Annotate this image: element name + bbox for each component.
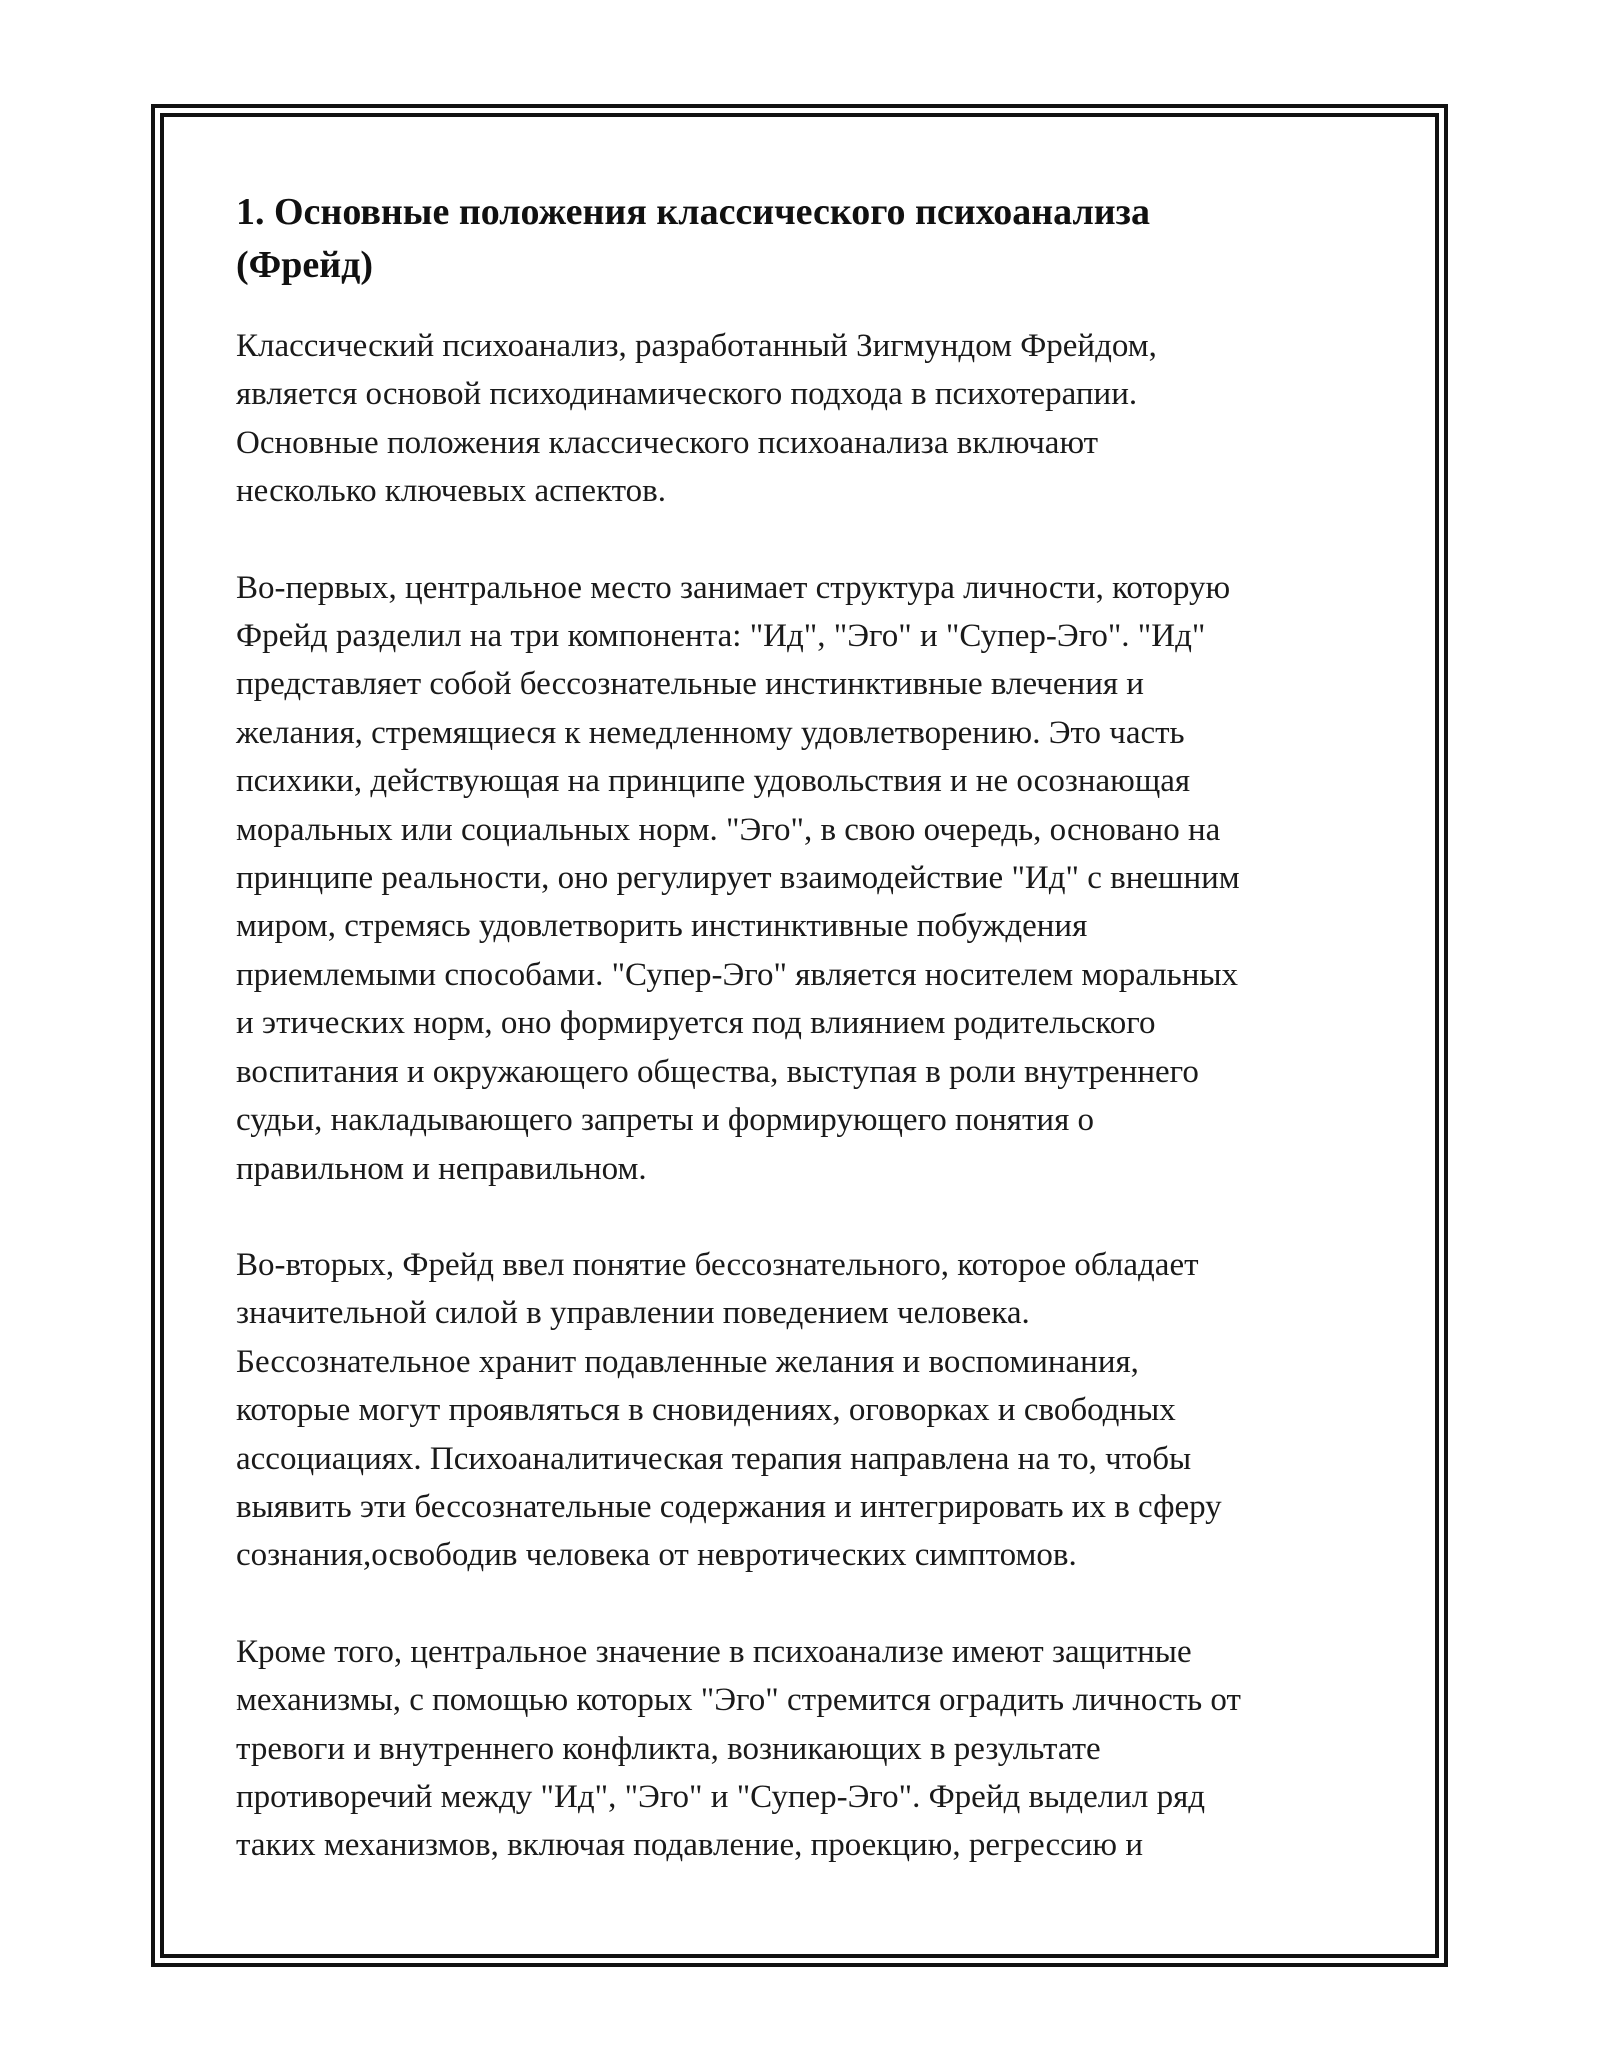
paragraph-unconscious bbox=[236, 1241, 1366, 1580]
text-line: Фрейд разделил на три компонента: "Ид", "Эго" и "Супер-Эго". "Ид" bbox=[236, 618, 1206, 655]
text-line: правильном и неправильном. bbox=[236, 1150, 647, 1187]
text-line: Основные положения классического психоанализа включают bbox=[236, 424, 1099, 461]
text-line: Во-первых, центральное место занимает структура личности, которую bbox=[236, 569, 1231, 606]
text-line: тревоги и внутреннего конфликта, возникающих в результате bbox=[236, 1730, 1101, 1767]
text-line: является основой психодинамического подхода в психотерапии. bbox=[236, 376, 1138, 413]
document-body bbox=[236, 186, 1366, 1918]
text-line: желания, стремящиеся к немедленному удовлетворению. Это часть bbox=[236, 714, 1185, 751]
text-line: судьи, накладывающего запреты и формирующего понятия о bbox=[236, 1102, 1094, 1139]
text-line: сознания,освободив человека от невротических симптомов. bbox=[236, 1537, 1077, 1574]
text-line: несколько ключевых аспектов. bbox=[236, 473, 666, 510]
text-line: приемлемыми способами. "Супер-Эго" является носителем моральных bbox=[236, 956, 1239, 993]
title-line: 1. Основные положения классического психоанализа bbox=[236, 191, 1150, 233]
paragraph-defense-mechanisms bbox=[236, 1628, 1366, 1870]
paragraph-intro bbox=[236, 322, 1366, 516]
text-line: Бессознательное хранит подавленные желания и воспоминания, bbox=[236, 1343, 1139, 1380]
text-line: Кроме того, центральное значение в психоанализе имеют защитные bbox=[236, 1633, 1192, 1670]
text-line: миром, стремясь удовлетворить инстинктивные побуждения bbox=[236, 908, 1088, 945]
text-line: Во-вторых, Фрейд ввел понятие бессознательного, которое обладает bbox=[236, 1246, 1199, 1283]
text-line: выявить эти бессознательные содержания и интегрировать их в сферу bbox=[236, 1488, 1222, 1525]
text-line: психики, действующая на принципе удовольствия и не осознающая bbox=[236, 763, 1191, 800]
text-line: представляет собой бессознательные инстинктивные влечения и bbox=[236, 666, 1144, 703]
text-line: противоречий между "Ид", "Эго" и "Супер-Эго". Фрейд выделил ряд bbox=[236, 1778, 1206, 1815]
paragraph-personality-structure bbox=[236, 564, 1366, 1193]
text-line: принципе реальности, оно регулирует взаимодействие "Ид" с внешним bbox=[236, 860, 1240, 897]
text-line: которые могут проявляться в сновидениях, оговорках и свободных bbox=[236, 1392, 1176, 1429]
text-line: и этических норм, оно формируется под влиянием родительского bbox=[236, 1005, 1156, 1042]
text-line: Классический психоанализ, разработанный Зигмундом Фрейдом, bbox=[236, 328, 1157, 364]
title-line: (Фрейд) bbox=[236, 244, 374, 286]
text-line: механизмы, с помощью которых "Эго" стремится оградить личность от bbox=[236, 1682, 1241, 1719]
text-line: воспитания и окружающего общества, выступая в роли внутреннего bbox=[236, 1053, 1199, 1090]
text-line: значительной силой в управлении поведением человека. bbox=[236, 1295, 1030, 1332]
text-line: ассоциациях. Психоаналитическая терапия направлена на то, чтобы bbox=[236, 1440, 1192, 1477]
text-line: моральных или социальных норм. "Эго", в свою очередь, основано на bbox=[236, 811, 1221, 848]
document-title bbox=[236, 186, 1366, 292]
text-line: таких механизмов, включая подавление, проекцию, регрессию и bbox=[236, 1827, 1143, 1864]
